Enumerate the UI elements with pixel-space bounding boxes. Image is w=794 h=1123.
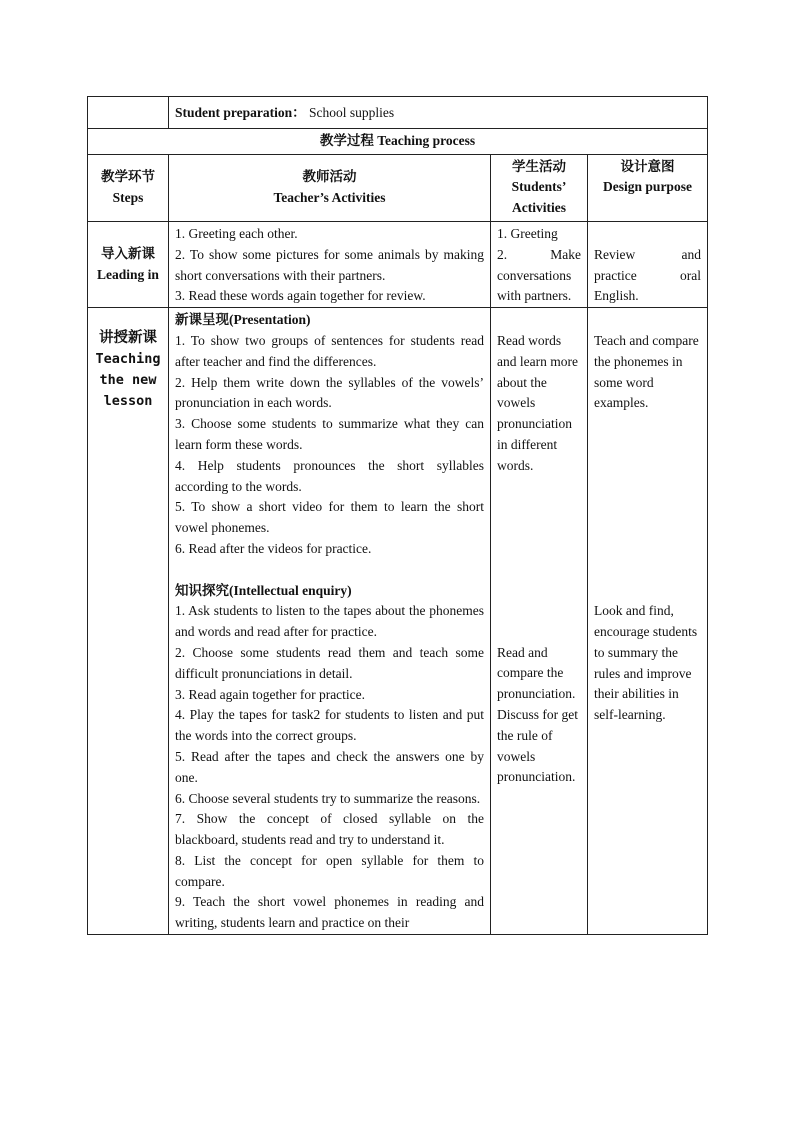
process-title: 教学过程 Teaching process <box>88 128 708 154</box>
leading-in-teacher-item: 1. Greeting each other. <box>175 225 298 241</box>
process-title-row <box>88 128 708 154</box>
presentation-title: 新课呈现(Presentation) <box>175 312 311 328</box>
enquiry-item: 6. Choose several students try to summarize the reasons. <box>175 790 481 806</box>
leading-in-design <box>588 221 708 307</box>
teaching-row <box>88 308 708 935</box>
enquiry-title: 知识探究(Intellectual enquiry) <box>175 582 352 598</box>
enquiry-item: 5. Read after the tapes and check the answers one by one. <box>175 748 484 785</box>
preparation-row <box>88 97 708 129</box>
preparation-empty-cell <box>88 97 169 129</box>
presentation-item: 4. Help students pronounces the short syllables according to the words. <box>175 457 484 494</box>
teaching-students <box>491 308 588 935</box>
header-design-en: Design purpose <box>603 179 692 195</box>
leading-in-students-item: 2. Make conversations with partners. <box>497 246 581 304</box>
enquiry-students-text: Read and compare the pronunciation. Discuss for get the rule of vowels pronunciation. <box>497 644 578 785</box>
teaching-teacher <box>169 308 491 935</box>
header-row <box>88 154 708 221</box>
presentation-design-text: Teach and compare the phonemes in some word examples. <box>594 332 699 411</box>
header-steps <box>88 154 169 221</box>
presentation-students-text: Read words and learn more about the vowels pronunciation in different words. <box>497 332 578 473</box>
enquiry-item: 8. List the concept for open syllable for them to compare. <box>175 852 484 889</box>
leading-in-teacher-item: 2. To show some pictures for some animals by making short conversations with their partners. <box>175 246 484 283</box>
header-teacher <box>169 154 491 221</box>
lesson-plan-table <box>87 96 708 935</box>
enquiry-item: 4. Play the tapes for task2 for students to listen and put the words into the correct groups. <box>175 707 484 744</box>
header-teacher-en: Teacher’s Activities <box>273 189 386 205</box>
leading-in-design-text: Review and practice oral English. <box>594 246 701 304</box>
enquiry-item: 9. Teach the short vowel phonemes in reading and writing, students learn and practice on their <box>175 894 484 931</box>
leading-in-teacher <box>169 221 491 307</box>
enquiry-item: 7. Show the concept of closed syllable on the blackboard, students read and try to understand it. <box>175 811 484 848</box>
leading-in-teacher-item: 3. Read these words again together for review. <box>175 288 426 304</box>
preparation-value: School supplies <box>309 105 395 120</box>
teaching-design <box>588 308 708 935</box>
header-design <box>588 154 708 221</box>
leading-in-step-en: Leading in <box>97 266 159 282</box>
enquiry-item: 1. Ask students to listen to the tapes about the phonemes and words and read after for practice. <box>175 603 484 640</box>
presentation-item: 3. Choose some students to summarize what they can learn form these words. <box>175 416 484 452</box>
header-steps-en: Steps <box>112 189 144 205</box>
header-students <box>491 154 588 221</box>
header-design-cn: 设计意图 <box>620 158 675 174</box>
header-steps-cn: 教学环节 <box>101 168 155 184</box>
header-teacher-cn: 教师活动 <box>302 168 357 184</box>
header-students-en: Students’ Activities <box>511 179 567 216</box>
presentation-item: 2. Help them write down the syllables of the vowels’ pronunciation in each words. <box>175 374 484 411</box>
leading-in-row <box>88 221 708 307</box>
teaching-step-en: Teaching the new lesson <box>95 350 161 409</box>
enquiry-item: 2. Choose some students read them and teach some difficult pronunciations in detail. <box>175 644 484 681</box>
enquiry-design-text: Look and find, encourage students to summary the rules and improve their abilities in self-learning. <box>594 603 698 723</box>
leading-in-step <box>88 221 169 307</box>
leading-in-students <box>491 221 588 307</box>
preparation-cell <box>169 97 708 129</box>
leading-in-students-item: 1. Greeting <box>497 225 558 241</box>
presentation-item: 5. To show a short video for them to learn the short vowel phonemes. <box>175 499 484 536</box>
preparation-label: Student preparation： <box>175 105 306 120</box>
teaching-step-cn: 讲授新课 <box>99 329 157 347</box>
leading-in-step-cn: 导入新课 <box>101 245 155 261</box>
header-students-cn: 学生活动 <box>512 158 566 174</box>
enquiry-item: 3. Read again together for practice. <box>175 686 366 702</box>
teaching-step <box>88 308 169 935</box>
presentation-item: 6. Read after the videos for practice. <box>175 540 372 556</box>
presentation-item: 1. To show two groups of sentences for students read after teacher and find the differences. <box>175 332 484 369</box>
